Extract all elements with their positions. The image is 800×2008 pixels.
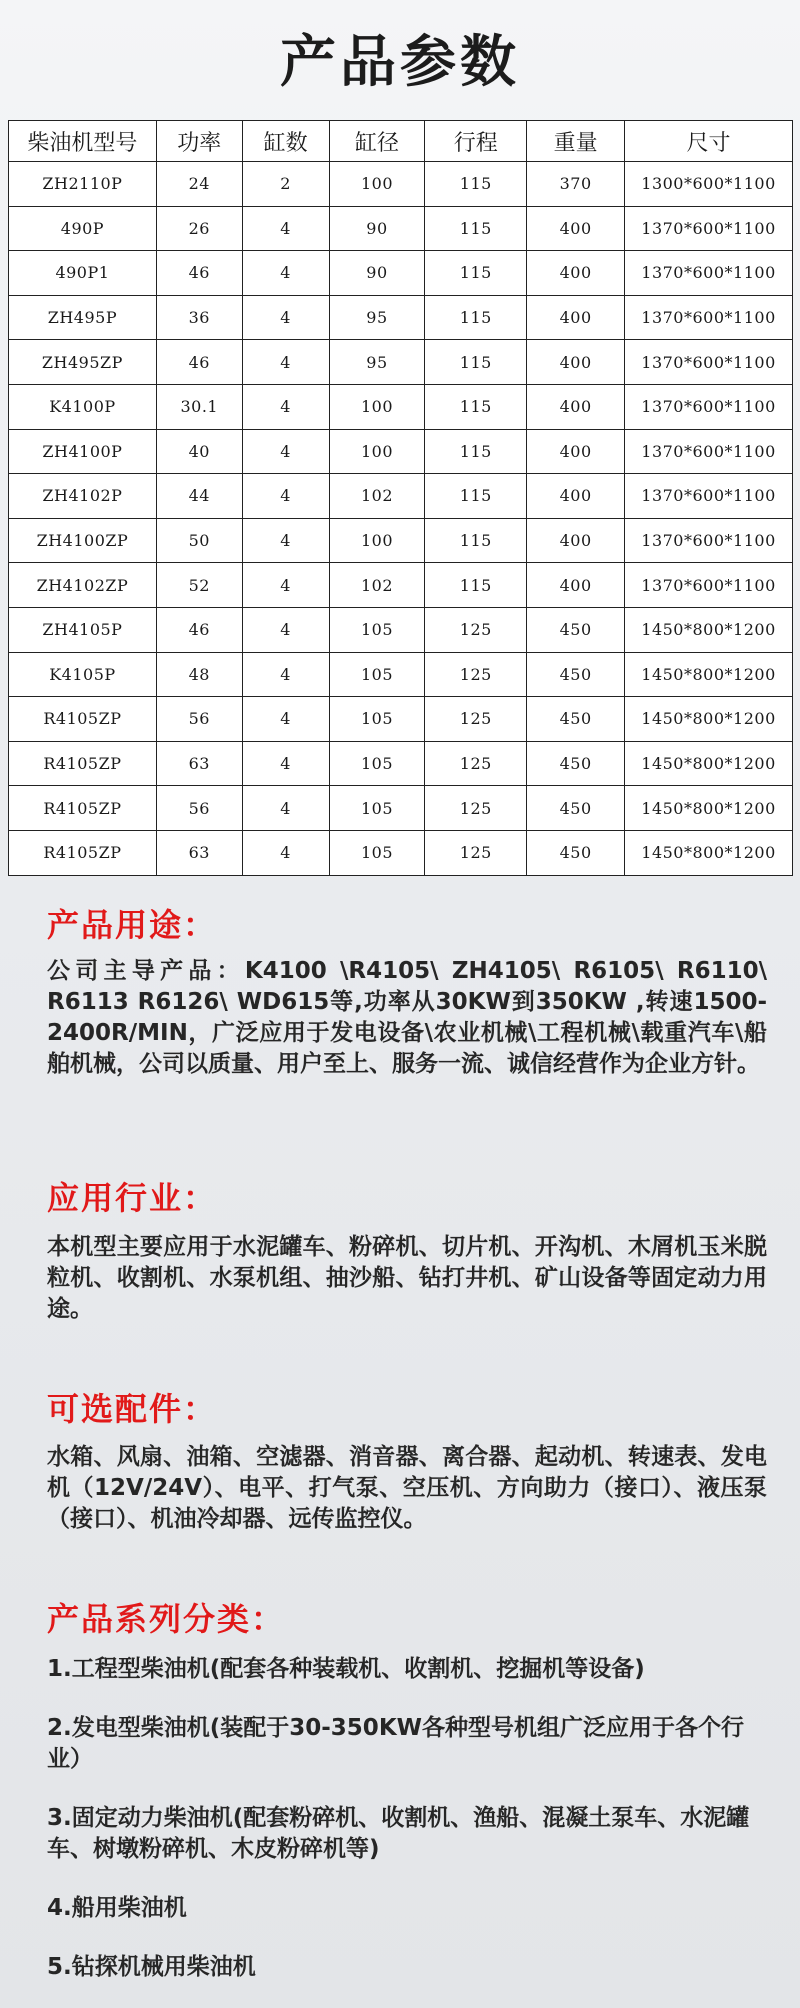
cell-cylinders: 4 (242, 429, 329, 474)
cell-dimensions: 1370*600*1100 (625, 563, 793, 608)
cell-stroke: 125 (425, 697, 527, 742)
cell-model: ZH2110P (9, 162, 157, 207)
cell-cylinders: 2 (242, 162, 329, 207)
table-header-row (9, 121, 793, 162)
table-row (9, 340, 793, 385)
cell-cylinders: 4 (242, 830, 329, 875)
cell-stroke: 125 (425, 607, 527, 652)
usage-body: 公司主导产品：K4100 \R4105\ ZH4105\ R6105\ R6110\ R6113 R6126\ WD615等,功率从30KW到350KW ,转速1500-2400R/MIN，广泛应用于发电设备\农业机械\工程机械\载重汽车\船舶机械，公司以质量、用户至上、服务一流、诚信经营作为企业方针。 (47, 958, 767, 1077)
cell-bore: 95 (329, 340, 425, 385)
cell-weight: 450 (527, 830, 625, 875)
header-bore: 缸径 (329, 121, 425, 162)
cell-power: 40 (156, 429, 242, 474)
cell-weight: 450 (527, 607, 625, 652)
cell-stroke: 115 (425, 162, 527, 207)
accessories-body: 水箱、风扇、油箱、空滤器、消音器、离合器、起动机、转速表、发电机（12V/24V）、电平、打气泵、空压机、方向助力（接口）、液压泵（接口）、机油冷却器、远传监控仪。 (47, 1444, 767, 1532)
cell-bore: 105 (329, 830, 425, 875)
cell-dimensions: 1370*600*1100 (625, 429, 793, 474)
cell-cylinders: 4 (242, 384, 329, 429)
cell-dimensions: 1370*600*1100 (625, 384, 793, 429)
cell-dimensions: 1370*600*1100 (625, 474, 793, 519)
cell-stroke: 115 (425, 295, 527, 340)
cell-power: 56 (156, 786, 242, 831)
cell-power: 63 (156, 741, 242, 786)
table-row (9, 786, 793, 831)
header-model: 柴油机型号 (9, 121, 157, 162)
cell-cylinders: 4 (242, 251, 329, 296)
cell-cylinders: 4 (242, 697, 329, 742)
cell-power: 56 (156, 697, 242, 742)
cell-model: R4105ZP (9, 697, 157, 742)
cell-weight: 400 (527, 251, 625, 296)
cell-bore: 100 (329, 384, 425, 429)
cell-weight: 400 (527, 295, 625, 340)
cell-cylinders: 4 (242, 786, 329, 831)
cell-model: 490P (9, 206, 157, 251)
header-dimensions: 尺寸 (625, 121, 793, 162)
header-weight: 重量 (527, 121, 625, 162)
cell-weight: 370 (527, 162, 625, 207)
industry-body: 本机型主要应用于水泥罐车、粉碎机、切片机、开沟机、木屑机玉米脱粒机、收割机、水泵机组、抽沙船、钻打井机、矿山设备等固定动力用途。 (47, 1234, 767, 1322)
table-row (9, 429, 793, 474)
cell-stroke: 115 (425, 474, 527, 519)
cell-stroke: 115 (425, 251, 527, 296)
cell-power: 63 (156, 830, 242, 875)
cell-stroke: 115 (425, 384, 527, 429)
cell-dimensions: 1300*600*1100 (625, 162, 793, 207)
cell-cylinders: 4 (242, 518, 329, 563)
cell-weight: 400 (527, 563, 625, 608)
cell-weight: 450 (527, 741, 625, 786)
cell-power: 48 (156, 652, 242, 697)
industry-title: 应用行业： (47, 1179, 218, 1217)
cell-stroke: 115 (425, 206, 527, 251)
cell-model: R4105ZP (9, 741, 157, 786)
cell-power: 36 (156, 295, 242, 340)
cell-power: 52 (156, 563, 242, 608)
cell-cylinders: 4 (242, 474, 329, 519)
cell-cylinders: 4 (242, 295, 329, 340)
cell-power: 26 (156, 206, 242, 251)
cell-bore: 90 (329, 206, 425, 251)
usage-title: 产品用途： (47, 906, 218, 944)
series-item-1: 1.工程型柴油机(配套各种装载机、收割机、挖掘机等设备) (47, 1656, 645, 1682)
cell-power: 50 (156, 518, 242, 563)
cell-model: ZH495P (9, 295, 157, 340)
cell-power: 46 (156, 607, 242, 652)
table-row (9, 251, 793, 296)
table-body (9, 162, 793, 876)
cell-stroke: 115 (425, 518, 527, 563)
cell-stroke: 115 (425, 429, 527, 474)
table-row (9, 830, 793, 875)
cell-bore: 102 (329, 563, 425, 608)
table-row (9, 697, 793, 742)
cell-bore: 100 (329, 429, 425, 474)
cell-bore: 105 (329, 697, 425, 742)
cell-weight: 450 (527, 652, 625, 697)
table-row (9, 652, 793, 697)
cell-stroke: 125 (425, 830, 527, 875)
cell-dimensions: 1450*800*1200 (625, 741, 793, 786)
cell-dimensions: 1370*600*1100 (625, 340, 793, 385)
cell-dimensions: 1450*800*1200 (625, 697, 793, 742)
cell-dimensions: 1370*600*1100 (625, 518, 793, 563)
cell-stroke: 125 (425, 786, 527, 831)
table-row (9, 384, 793, 429)
cell-weight: 400 (527, 340, 625, 385)
cell-weight: 400 (527, 518, 625, 563)
cell-dimensions: 1450*800*1200 (625, 652, 793, 697)
cell-bore: 100 (329, 518, 425, 563)
cell-dimensions: 1370*600*1100 (625, 295, 793, 340)
series-item-3: 3.固定动力柴油机(配套粉碎机、收割机、渔船、混凝土泵车、水泥罐车、树墩粉碎机、木皮粉碎机等) (47, 1805, 750, 1862)
cell-bore: 90 (329, 251, 425, 296)
accessories-title: 可选配件： (47, 1390, 218, 1428)
table-row (9, 518, 793, 563)
cell-power: 44 (156, 474, 242, 519)
header-power: 功率 (156, 121, 242, 162)
cell-cylinders: 4 (242, 340, 329, 385)
series-item-5: 5.钻探机械用柴油机 (47, 1954, 256, 1980)
series-item-2: 2.发电型柴油机(装配于30-350KW各种型号机组广泛应用于各个行业） (47, 1715, 745, 1772)
header-cylinders: 缸数 (242, 121, 329, 162)
cell-bore: 105 (329, 652, 425, 697)
series-item-4: 4.船用柴油机 (47, 1895, 187, 1921)
cell-cylinders: 4 (242, 652, 329, 697)
cell-stroke: 125 (425, 652, 527, 697)
cell-bore: 105 (329, 741, 425, 786)
cell-power: 46 (156, 251, 242, 296)
cell-model: ZH4102ZP (9, 563, 157, 608)
table-row (9, 474, 793, 519)
cell-weight: 400 (527, 384, 625, 429)
cell-model: ZH4105P (9, 607, 157, 652)
cell-bore: 100 (329, 162, 425, 207)
cell-stroke: 115 (425, 340, 527, 385)
cell-cylinders: 4 (242, 741, 329, 786)
cell-stroke: 115 (425, 563, 527, 608)
cell-power: 30.1 (156, 384, 242, 429)
table-row (9, 206, 793, 251)
cell-dimensions: 1450*800*1200 (625, 830, 793, 875)
cell-power: 46 (156, 340, 242, 385)
cell-weight: 450 (527, 786, 625, 831)
cell-weight: 400 (527, 429, 625, 474)
cell-dimensions: 1370*600*1100 (625, 251, 793, 296)
cell-model: K4100P (9, 384, 157, 429)
cell-dimensions: 1450*800*1200 (625, 786, 793, 831)
cell-weight: 400 (527, 474, 625, 519)
cell-bore: 105 (329, 607, 425, 652)
cell-cylinders: 4 (242, 206, 329, 251)
table-row (9, 295, 793, 340)
cell-bore: 102 (329, 474, 425, 519)
cell-dimensions: 1370*600*1100 (625, 206, 793, 251)
cell-model: R4105ZP (9, 786, 157, 831)
table-row (9, 741, 793, 786)
cell-model: R4105ZP (9, 830, 157, 875)
cell-model: ZH4102P (9, 474, 157, 519)
cell-model: ZH4100ZP (9, 518, 157, 563)
series-title: 产品系列分类： (47, 1600, 286, 1638)
cell-bore: 95 (329, 295, 425, 340)
cell-model: ZH495ZP (9, 340, 157, 385)
cell-weight: 400 (527, 206, 625, 251)
cell-weight: 450 (527, 697, 625, 742)
cell-power: 24 (156, 162, 242, 207)
cell-model: ZH4100P (9, 429, 157, 474)
cell-cylinders: 4 (242, 607, 329, 652)
cell-cylinders: 4 (242, 563, 329, 608)
header-stroke: 行程 (425, 121, 527, 162)
table-row (9, 162, 793, 207)
spec-table (8, 120, 793, 876)
cell-stroke: 125 (425, 741, 527, 786)
cell-bore: 105 (329, 786, 425, 831)
cell-model: K4105P (9, 652, 157, 697)
table-row (9, 563, 793, 608)
cell-dimensions: 1450*800*1200 (625, 607, 793, 652)
table-row (9, 607, 793, 652)
cell-model: 490P1 (9, 251, 157, 296)
page-title: 产品参数 (280, 30, 520, 95)
